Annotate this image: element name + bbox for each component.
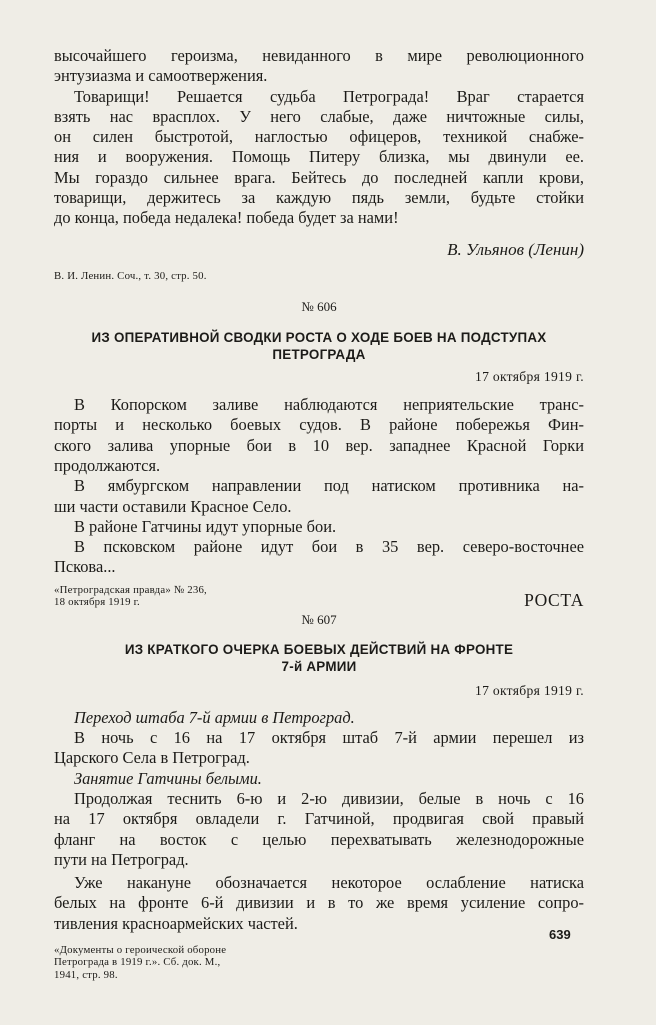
intro-paragraph bbox=[54, 46, 584, 87]
date-606: 17 октября 1919 г. bbox=[474, 369, 584, 385]
text-line: ского залива упорные бои в 10 вер. западнее Красной Горки bbox=[54, 435, 584, 455]
document-number-607: № 607 bbox=[301, 611, 337, 627]
subheading-607-1: Переход штаба 7-й армии в Петроград. bbox=[74, 707, 355, 727]
text-line: белых на фронте 6-й дивизии и в то же время усиление сопро- bbox=[54, 893, 584, 913]
paragraph-607-1 bbox=[54, 728, 584, 769]
footer-606 bbox=[54, 584, 584, 610]
source-citation-607 bbox=[54, 944, 584, 981]
text-line: Петрограда в 1919 г.». Сб. док. М., bbox=[54, 956, 221, 969]
text-line: «Документы о героической обороне bbox=[54, 944, 227, 957]
paragraph-607-2 bbox=[54, 789, 584, 870]
text-line: В ночь с 16 на 17 октября штаб 7-й армии перешел из bbox=[74, 728, 584, 748]
text-line: В псковском районе идут бои в 35 вер. северо-восточнее bbox=[74, 537, 584, 557]
source-citation-606 bbox=[54, 584, 207, 609]
page-number: 639 bbox=[549, 927, 571, 942]
paragraph-606-2 bbox=[54, 476, 584, 517]
appeal-paragraph bbox=[54, 87, 584, 229]
paragraph-606-1 bbox=[54, 395, 584, 476]
text-line: высочайшего героизма, невиданного в мире революционного bbox=[54, 46, 584, 65]
text-line: до конца, победа недалека! победа будет за нами! bbox=[54, 208, 399, 228]
text-line: на 17 октября овладели г. Гатчиной, продвигая свой правый bbox=[54, 809, 584, 829]
text-line: Товарищи! Решается судьба Петрограда! Враг старается bbox=[74, 86, 584, 106]
paragraph-606-4 bbox=[54, 537, 584, 578]
text-line: ИЗ КРАТКОГО ОЧЕРКА БОЕВЫХ ДЕЙСТВИЙ НА ФРОНТЕ bbox=[124, 641, 514, 657]
paragraph-606-3 bbox=[54, 517, 584, 537]
text-line: Уже накануне обозначается некоторое ослабление натиска bbox=[74, 873, 584, 893]
text-line: Мы гораздо сильнее врага. Бейтесь до последней капли крови, bbox=[54, 167, 584, 187]
text-line: В районе Гатчины идут упорные бои. bbox=[74, 516, 337, 536]
date-607: 17 октября 1919 г. bbox=[474, 682, 584, 698]
text-line: 1941, стр. 98. bbox=[54, 968, 118, 981]
source-citation-lenin: В. И. Ленин. Соч., т. 30, стр. 50. bbox=[54, 269, 207, 282]
text-line: фланг на восток с целью перехватывать железнодорожные bbox=[54, 829, 584, 849]
text-line: он силен быстротой, наглостью офицеров, техникой снабже- bbox=[54, 127, 584, 147]
signature: В. Ульянов (Ленин) bbox=[447, 239, 584, 259]
text-line: В ямбургском направлении под натиском противника на- bbox=[74, 476, 584, 496]
document-number-606: № 606 bbox=[301, 299, 337, 315]
heading-607 bbox=[54, 641, 584, 675]
agency-signature: РОСТА bbox=[524, 589, 584, 610]
text-line: энтузиазма и самоотвержения. bbox=[54, 66, 268, 86]
heading-606 bbox=[54, 329, 584, 363]
text-line: ИЗ ОПЕРАТИВНОЙ СВОДКИ РОСТА О ХОДЕ БОЕВ НА ПОДСТУПАХ bbox=[91, 330, 547, 346]
text-line: тивления красноармейских частей. bbox=[54, 913, 298, 933]
text-line: ши части оставили Красное Село. bbox=[54, 496, 292, 516]
text-line: 7-й АРМИИ bbox=[281, 658, 357, 674]
text-line: 18 октября 1919 г. bbox=[54, 596, 140, 609]
text-line: продолжаются. bbox=[54, 455, 161, 475]
text-line: «Петроградская правда» № 236, bbox=[54, 583, 207, 596]
text-line: Царского Села в Петроград. bbox=[54, 748, 250, 768]
text-line: Пскова... bbox=[54, 557, 116, 577]
page-content bbox=[54, 46, 584, 981]
text-line: взять нас врасплох. У него слабые, даже ничтожные силы, bbox=[54, 106, 584, 126]
text-line: ПЕТРОГРАДА bbox=[272, 347, 366, 363]
text-line: товарищи, держитесь за каждую пядь земли, будьте стойки bbox=[54, 188, 584, 208]
text-line: порты и несколько боевых судов. В районе побережья Фин- bbox=[54, 415, 584, 435]
paragraph-607-3 bbox=[54, 873, 584, 934]
text-line: ния и вооружения. Помощь Питеру близка, мы двинули ее. bbox=[54, 147, 584, 167]
subheading-607-2: Занятие Гатчины белыми. bbox=[74, 768, 262, 788]
text-line: В Копорском заливе наблюдаются неприятельские транс- bbox=[74, 395, 584, 415]
text-line: Продолжая теснить 6-ю и 2-ю дивизии, белые в ночь с 16 bbox=[74, 788, 584, 808]
text-line: пути на Петроград. bbox=[54, 849, 189, 869]
